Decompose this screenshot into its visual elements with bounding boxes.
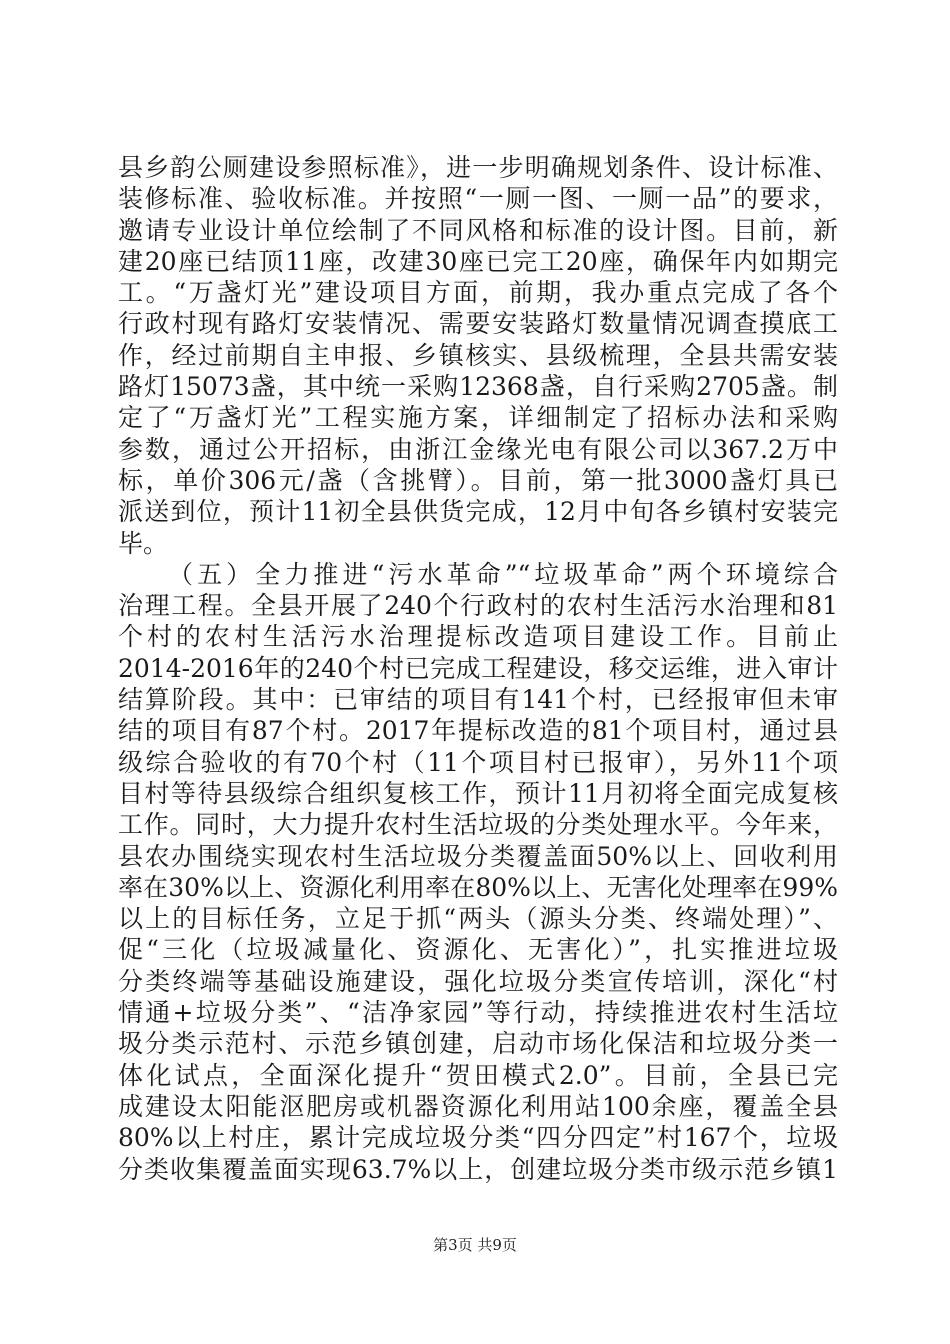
text-line: 毕。 <box>118 528 169 558</box>
text-line: 情通+垃圾分类”、“洁净家园”等行动，持续推进农村生活垃 <box>118 998 838 1028</box>
text-line: 成建设太阳能沤肥房或机器资源化利用站100余座，覆盖全县 <box>118 1091 838 1121</box>
text-line: 级综合验收的有70个村（11个项目村已报审），另外11个项 <box>118 747 838 777</box>
text-line: 邀请专业设计单位绘制了不同风格和标准的设计图。目前，新 <box>118 215 838 245</box>
text-line: 派送到位，预计11初全县供货完成，12月中旬各乡镇村安装完 <box>118 497 838 527</box>
text-line: 率在30%以上、资源化利用率在80%以上、无害化处理率在99% <box>118 872 838 902</box>
text-line: 工作。同时，大力提升农村生活垃圾的分类处理水平。今年来， <box>118 810 838 840</box>
text-line: 体化试点，全面深化提升“贺田模式2.0”。目前，全县已完 <box>118 1060 838 1090</box>
page-footer: 第3页 共9页 <box>433 1236 517 1254</box>
text-line: 建20座已结顶11座，改建30座已完工20座，确保年内如期完 <box>118 246 838 276</box>
text-line: 作，经过前期自主申报、乡镇核实、县级梳理，全县共需安装 <box>118 340 838 370</box>
text-line: 定了“万盏灯光”工程实施方案，详细制定了招标办法和采购 <box>118 403 838 433</box>
text-line: 行政村现有路灯安装情况、需要安装路灯数量情况调查摸底工 <box>118 309 838 339</box>
text-line: 治理工程。全县开展了240个行政村的农村生活污水治理和81 <box>118 591 838 621</box>
text-line: 分类终端等基础设施建设，强化垃圾分类宣传培训，深化“村 <box>118 966 838 996</box>
text-line: 县农办围绕实现农村生活垃圾分类覆盖面50%以上、回收利用 <box>118 841 838 871</box>
text-line: 路灯15073盏，其中统一采购12368盏，自行采购2705盏。制 <box>118 372 838 402</box>
paragraph-heading-line: （五）全力推进“污水革命”“垃圾革命”两个环境综合 <box>168 559 838 589</box>
text-line: 县乡韵公厕建设参照标准》，进一步明确规划条件、设计标准、 <box>118 153 838 182</box>
text-line: 80%以上村庄，累计完成垃圾分类“四分四定”村167个，垃圾 <box>118 1123 838 1153</box>
text-line: 目村等待县级综合组织复核工作，预计11月初将全面完成复核 <box>118 778 838 808</box>
text-line: 个村的农村生活污水治理提标改造项目建设工作。目前止 <box>118 622 838 652</box>
text-line: 分类收集覆盖面实现63.7%以上，创建垃圾分类市级示范乡镇1 <box>118 1154 838 1184</box>
text-line: 装修标准、验收标准。并按照“一厕一图、一厕一品”的要求， <box>118 184 838 214</box>
text-line: 结的项目有87个村。2017年提标改造的81个项目村，通过县 <box>118 716 838 746</box>
text-line: 圾分类示范村、示范乡镇创建，启动市场化保洁和垃圾分类一 <box>118 1029 838 1059</box>
text-line: 2014-2016年的240个村已完成工程建设，移交运维，进入审计 <box>118 653 838 683</box>
text-line: 以上的目标任务，立足于抓“两头（源头分类、终端处理）”、 <box>118 904 838 934</box>
text-line: 参数，通过公开招标，由浙江金缘光电有限公司以367.2万中 <box>118 434 838 464</box>
text-line: 促“三化（垃圾减量化、资源化、无害化）”，扎实推进垃圾 <box>118 935 838 965</box>
body-text <box>118 152 838 1185</box>
text-line: 标，单价306元/盏（含挑臂）。目前，第一批3000盏灯具已 <box>118 465 838 495</box>
text-line: 结算阶段。其中：已审结的项目有141个村，已经报审但未审 <box>118 685 838 715</box>
text-line: 工。“万盏灯光”建设项目方面，前期，我办重点完成了各个 <box>118 278 838 308</box>
